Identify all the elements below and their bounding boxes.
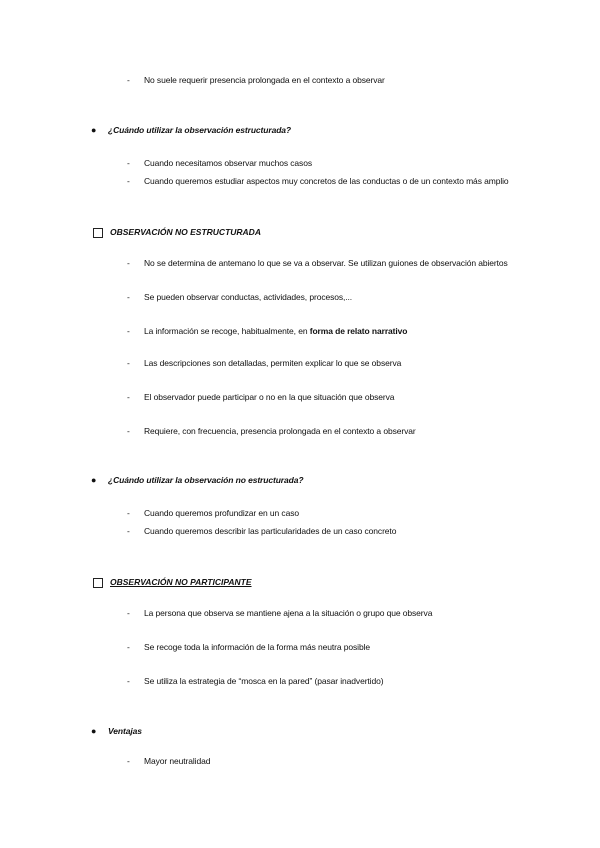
list-item: Cuando queremos profundizar en un caso xyxy=(144,508,299,518)
list-item: Se recoge toda la información de la forma más neutra posible xyxy=(144,642,370,652)
dash-marker: - xyxy=(127,326,130,336)
list-item xyxy=(144,326,407,337)
dash-marker: - xyxy=(127,508,130,518)
ventajas-heading: Ventajas xyxy=(108,726,142,736)
list-item: Se utiliza la estrategia de “mosca en la pared” (pasar inadvertido) xyxy=(144,676,384,686)
list-item: Requiere, con frecuencia, presencia prolongada en el contexto a observar xyxy=(144,426,416,436)
dash-marker: - xyxy=(127,292,130,302)
list-item: La persona que observa se mantiene ajena a la situación o grupo que observa xyxy=(144,608,433,618)
list-item: Cuando queremos describir las particularidades de un caso concreto xyxy=(144,526,397,536)
list-item: El observador puede participar o no en la que situación que observa xyxy=(144,392,395,402)
question-heading-structured: ¿Cuándo utilizar la observación estructurada? xyxy=(108,125,292,135)
dash-marker: - xyxy=(127,258,130,268)
bullet-marker: ● xyxy=(91,125,97,135)
list-item: No suele requerir presencia prolongada en el contexto a observar xyxy=(144,75,385,85)
dash-marker: - xyxy=(127,176,130,186)
emphasis-text: forma de relato narrativo xyxy=(309,326,408,336)
dash-marker: - xyxy=(127,392,130,402)
dash-marker: - xyxy=(127,642,130,652)
checkbox-icon xyxy=(93,228,103,238)
list-item: Las descripciones son detalladas, permiten explicar lo que se observa xyxy=(144,358,402,368)
dash-marker: - xyxy=(127,358,130,368)
list-item: No se determina de antemano lo que se va a observar. Se utilizan guiones de observación abiertos xyxy=(144,258,508,268)
bullet-marker: ● xyxy=(91,726,97,736)
dash-marker: - xyxy=(127,75,130,85)
list-item: Mayor neutralidad xyxy=(144,756,211,766)
section-title-no-participante: OBSERVACIÓN NO PARTICIPANTE xyxy=(110,577,252,587)
dash-marker: - xyxy=(127,426,130,436)
list-item: Cuando queremos estudiar aspectos muy concretos de las conductas o de un contexto más amplio xyxy=(144,176,509,186)
dash-marker: - xyxy=(127,158,130,168)
dash-marker: - xyxy=(127,608,130,618)
question-heading-unstructured: ¿Cuándo utilizar la observación no estructurada? xyxy=(108,475,304,485)
dash-marker: - xyxy=(127,526,130,536)
section-title-no-estructurada: OBSERVACIÓN NO ESTRUCTURADA xyxy=(110,227,261,237)
list-item: Se pueden observar conductas, actividades, procesos,... xyxy=(144,292,353,302)
list-item: Cuando necesitamos observar muchos casos xyxy=(144,158,312,168)
dash-marker: - xyxy=(127,676,130,686)
item-text: La información se recoge, habitualmente, en xyxy=(144,326,310,336)
checkbox-icon xyxy=(93,578,103,588)
dash-marker: - xyxy=(127,756,130,766)
bullet-marker: ● xyxy=(91,475,97,485)
